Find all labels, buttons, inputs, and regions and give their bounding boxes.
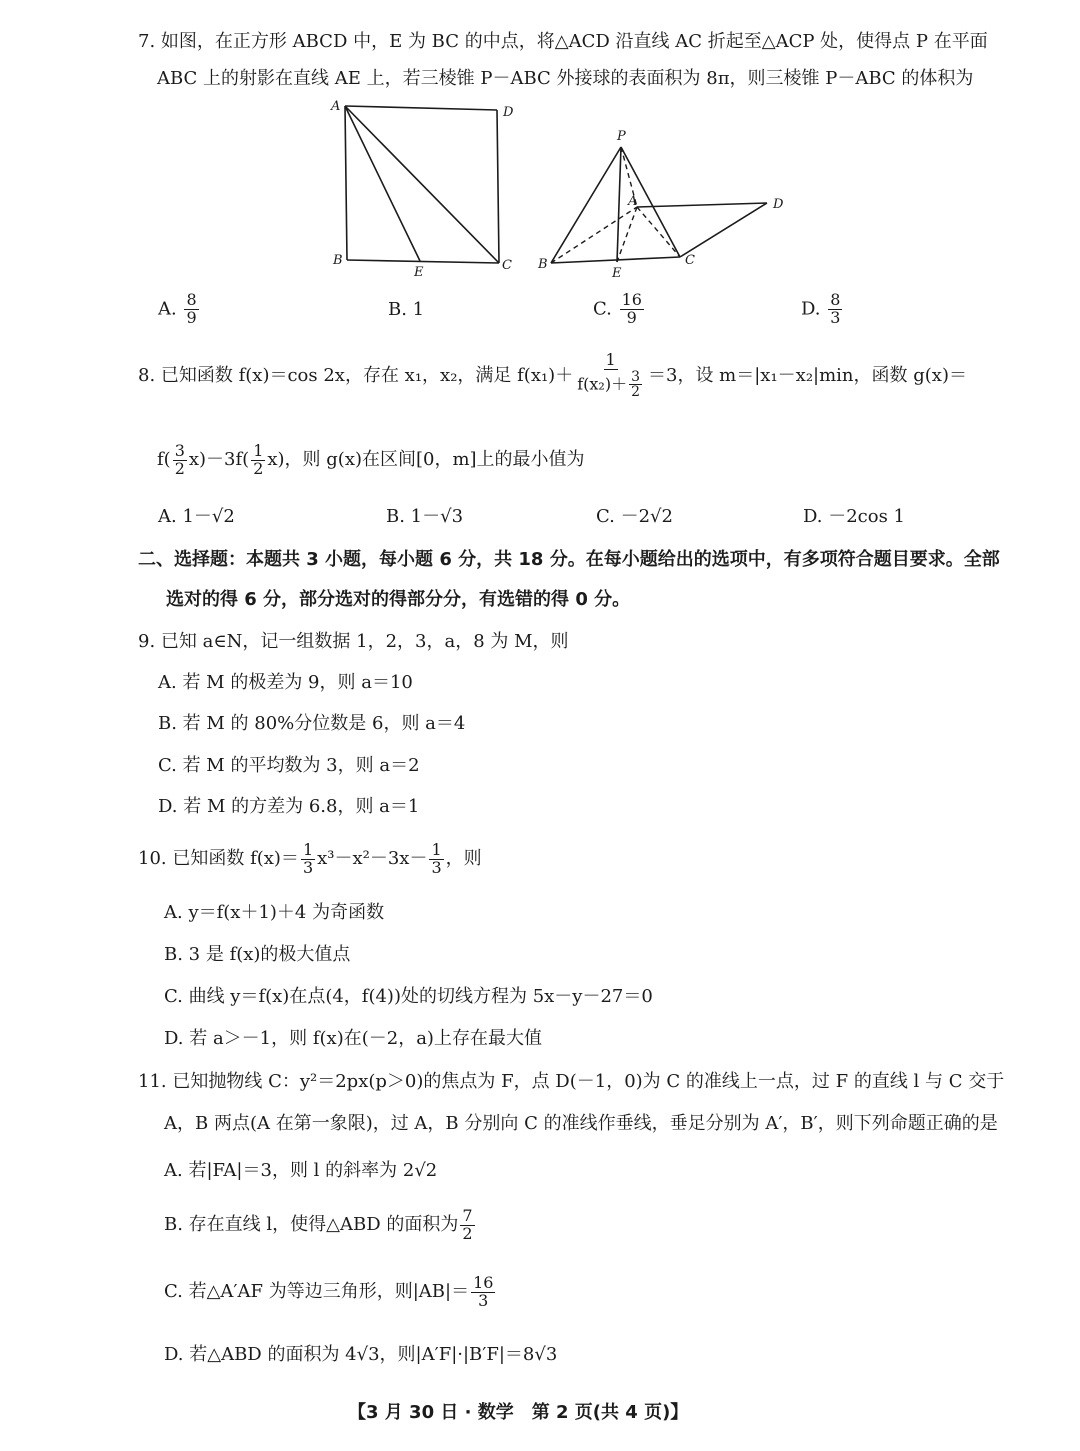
fig1-edge-bc [347,260,499,263]
q9-option-a: A. 若 M 的极差为 9，则 a＝10 [158,672,413,693]
q7-option-b: B. 1 [388,299,425,320]
q7-option-a: A. $\frac{8}{9}$ [158,290,197,327]
q7-option-c: C. $\frac{16}{9}$ [593,290,642,327]
fig2-edge-cd [680,203,767,257]
q9-option-c: C. 若 M 的平均数为 3，则 a＝2 [158,755,420,776]
q9-option-d: D. 若 M 的方差为 6.8，则 a＝1 [158,796,420,817]
fig1-label-b: B [333,253,343,268]
q7-figure-square [325,96,525,281]
fig1-label-e: E [414,265,424,280]
page-footer: 【3 月 30 日 · 数学 第 2 页(共 4 页)】 [348,1402,689,1423]
q7-figure-pyramid [535,125,795,285]
q7-stem-line2: ABC 上的射影在直线 AE 上，若三棱锥 P－ABC 外接球的表面积为 8π，则三棱锥 P－ABC 的体积为 [157,68,974,89]
fig2-edge-pe [617,147,621,262]
q11-option-b: B. 存在直线 l，使得△ABD 的面积为 $\frac{7}{2}$ [164,1205,473,1243]
q8-stem-line2: f( $\frac{3}{2}$ x)－3f( $\frac{1}{2}$ x)，则 g(x)在区间[0，m]上的最小值为 [157,440,585,478]
fig1-label-d: D [503,105,514,120]
q8-option-c: C. －2√2 [596,506,673,527]
fig1-edge-ac [345,106,499,263]
q11-stem-line1: 11. 已知抛物线 C：y²＝2px(p＞0)的焦点为 F，点 D(－1，0)为 C 的准线上一点，过 F 的直线 l 与 C 交于 [138,1071,1005,1092]
q11-option-a: A. 若|FA|＝3，则 l 的斜率为 2√2 [164,1160,438,1181]
q9-option-b: B. 若 M 的 80%分位数是 6，则 a＝4 [158,713,466,734]
fig1-edge-ad [345,106,497,110]
q10-option-b: B. 3 是 f(x)的极大值点 [164,944,351,965]
fig2-label-e: E [612,266,622,281]
fig1-edge-ab [345,106,347,260]
q10-option-c: C. 曲线 y＝f(x)在点(4，f(4))处的切线方程为 5x－y－27＝0 [164,986,653,1007]
q11-stem-line2: A，B 两点(A 在第一象限)，过 A，B 分别向 C 的准线作垂线，垂足分别为 A′，B′，则下列命题正确的是 [164,1113,998,1134]
fig1-edge-ae [345,106,420,261]
fig2-label-p: P [617,129,626,144]
fig2-label-d: D [773,197,784,212]
fig1-edge-dc [497,110,499,263]
section2-heading-line2: 选对的得 6 分，部分选对的得部分分，有选错的得 0 分。 [166,589,631,610]
fig2-label-a: A [628,194,638,209]
q10-option-d: D. 若 a＞－1，则 f(x)在(－2，a)上存在最大值 [164,1028,542,1049]
q7-stem-line1: 7. 如图，在正方形 ABCD 中，E 为 BC 的中点，将△ACD 沿直线 AC 折起至△ACP 处，使得点 P 在平面 [138,31,988,52]
fig2-label-c: C [685,253,695,268]
fig2-edge-pb [551,147,621,263]
fig1-label-c: C [502,258,512,273]
q8-option-a: A. 1－√2 [158,506,235,527]
q11-option-d: D. 若△ABD 的面积为 4√3，则|A′F|·|B′F|＝8√3 [164,1344,558,1365]
fig2-edge-bc [551,257,680,263]
q10-stem: 10. 已知函数 f(x)＝ $\frac{1}{3}$ x³－x²－3x－ $\frac{1}{3}$ ，则 [138,839,482,877]
fig2-edge-ac [637,207,680,257]
fig1-label-a: A [331,99,341,114]
q8-stem-line1: 8. 已知函数 f(x)＝cos 2x，存在 x₁，x₂，满足 f(x₁)＋ 1 f(x₂)＋ $\frac{3}{2}$ ＝3，设 m＝|x₁－x₂|min，函数 g(x)＝ [138,350,967,401]
q9-stem: 9. 已知 a∈N，记一组数据 1，2，3，a，8 为 M，则 [138,631,569,652]
q8-option-d: D. －2cos 1 [803,506,906,527]
fig2-label-b: B [538,257,548,272]
q11-option-c: C. 若△A′AF 为等边三角形，则|AB|＝ $\frac{16}{3}$ [164,1272,494,1310]
fig2-edge-ae [617,207,637,262]
fig2-edge-ba [551,207,637,263]
q7-option-d: D. $\frac{8}{3}$ [801,290,841,327]
fig2-edge-ad [637,203,767,207]
q8-option-b: B. 1－√3 [386,506,464,527]
q10-option-a: A. y＝f(x＋1)＋4 为奇函数 [164,902,385,923]
section2-heading-line1: 二、选择题：本题共 3 小题，每小题 6 分，共 18 分。在每小题给出的选项中，有多项符合题目要求。全部 [138,549,1000,570]
